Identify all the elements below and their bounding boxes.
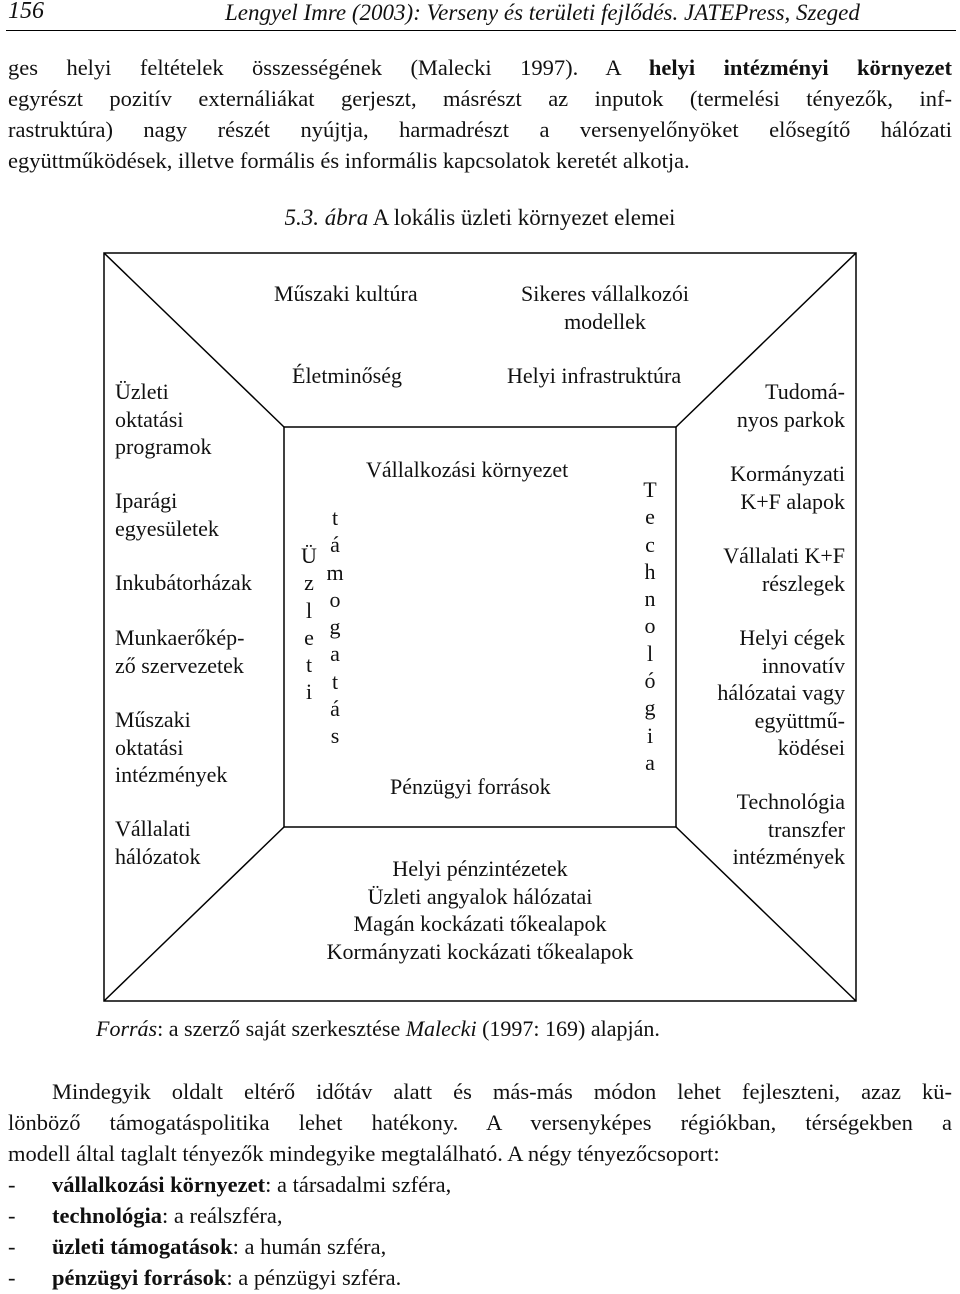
vertical-tamogatas-char: t bbox=[331, 505, 339, 530]
left-item-4-line-1: Munkaerőkép- bbox=[115, 625, 245, 650]
figure-source bbox=[96, 1016, 660, 1042]
right-item-5-line-1: Technológia bbox=[736, 789, 845, 814]
center-vallalkozasi-kornyezet: Vállalkozási környezet bbox=[366, 457, 569, 482]
source-author: Malecki bbox=[405, 1016, 477, 1041]
page-header bbox=[0, 0, 960, 30]
intro-line-2: egyrészt pozitív externáliákat gerjeszt, másrészt az inputok (termelési tényezők, inf- bbox=[8, 86, 952, 111]
bottom-item-2: Üzleti angyalok hálózatai bbox=[367, 883, 593, 909]
vertical-technologia-char: g bbox=[644, 695, 656, 721]
right-item-5-line-2: transzfer bbox=[768, 816, 845, 842]
right-item-technologia-transzfer bbox=[663, 788, 845, 871]
list-term: vállalkozási környezet bbox=[52, 1172, 266, 1197]
vertical-tamogatas bbox=[323, 504, 347, 750]
left-item-2-line-2: egyesületek bbox=[115, 515, 219, 541]
right-item-kormanyzati-kf bbox=[663, 460, 845, 515]
list-dash: - bbox=[8, 1234, 16, 1259]
right-item-3-line-1: Vállalati K+F bbox=[723, 543, 845, 568]
source-text-2: (1997: 169) alapján. bbox=[476, 1016, 660, 1041]
list-item bbox=[8, 1169, 451, 1200]
intro-line-1 bbox=[8, 52, 952, 83]
page-number: 156 bbox=[8, 0, 44, 24]
vertical-uzleti-char: t bbox=[305, 652, 313, 678]
list-item bbox=[8, 1231, 451, 1262]
list-desc: : a társadalmi szféra, bbox=[265, 1172, 452, 1197]
right-item-3-line-2: részlegek bbox=[761, 570, 845, 596]
label-sikeres-line-1: Sikeres vállalkozói bbox=[520, 281, 689, 306]
left-item-vallalati-halozatok bbox=[115, 815, 201, 870]
right-item-4-line-3: hálózatai vagy bbox=[717, 680, 845, 705]
body-paragraph bbox=[8, 1076, 952, 1169]
left-item-inkubator bbox=[115, 569, 252, 597]
source-label: Forrás bbox=[96, 1016, 158, 1041]
list-item bbox=[8, 1200, 451, 1231]
vertical-technologia-char: i bbox=[646, 722, 654, 748]
running-title: Lengyel Imre (2003): Verseny és területi fejlődés. JATEPress, Szeged bbox=[225, 0, 860, 25]
vertical-uzleti-char: z bbox=[304, 570, 314, 596]
vertical-technologia-char: h bbox=[644, 558, 656, 584]
left-item-3-line-1: Inkubátorházak bbox=[115, 570, 252, 595]
vertical-tamogatas-char: g bbox=[329, 614, 341, 640]
body-line-2: lönböző támogatáspolitika lehet hatékony. A versenyképes régiókban, térségekben a bbox=[8, 1110, 952, 1135]
intro-line-3: rastruktúra) nagy részét nyújtja, harmadrészt a versenyelőnyöket elősegítő hálózati bbox=[8, 117, 952, 142]
intro-line-4: együttműködések, illetve formális és informális kapcsolatok keretét alkotja. bbox=[8, 148, 690, 173]
vertical-technologia-char: a bbox=[645, 749, 655, 775]
figure-number: 5.3. ábra bbox=[284, 205, 369, 230]
left-item-5-line-1: Műszaki bbox=[115, 707, 191, 732]
list-desc: : a reálszféra, bbox=[162, 1203, 283, 1228]
left-item-5-line-3: intézmények bbox=[115, 762, 228, 787]
vertical-technologia-char: l bbox=[646, 640, 654, 666]
right-item-4-line-2: innovatív bbox=[761, 652, 845, 678]
left-item-iparagi bbox=[115, 487, 219, 542]
vertical-technologia-char: ó bbox=[644, 668, 656, 694]
vertical-uzleti-char: e bbox=[304, 624, 314, 650]
vertical-tamogatas-char: m bbox=[326, 559, 344, 585]
list-dash: - bbox=[8, 1203, 16, 1228]
bottom-item-4: Kormányzati kockázati tőkealapok bbox=[326, 938, 634, 964]
vertical-technologia-char: T bbox=[643, 477, 657, 502]
vertical-technologia-char: n bbox=[644, 586, 656, 612]
left-item-1-line-1: Üzleti bbox=[115, 379, 169, 404]
figure-title: A lokális üzleti környezet elemei bbox=[372, 205, 676, 230]
vertical-uzleti bbox=[297, 542, 321, 706]
left-item-4-line-2: ző szervezetek bbox=[115, 652, 244, 678]
right-item-1-line-2: nyos parkok bbox=[736, 406, 845, 432]
vertical-uzleti-char: Ü bbox=[301, 543, 317, 568]
vertical-tamogatas-char: a bbox=[330, 641, 340, 667]
center-penzugyi-forrasok: Pénzügyi források bbox=[390, 774, 551, 799]
label-eletminoseg: Életminőség bbox=[292, 363, 402, 388]
list-dash: - bbox=[8, 1265, 16, 1290]
right-item-helyi-cegek bbox=[663, 624, 845, 762]
list-desc: : a humán szféra, bbox=[232, 1234, 387, 1259]
factor-list bbox=[8, 1169, 451, 1293]
left-item-2-line-1: Iparági bbox=[115, 488, 178, 513]
bottom-item-1: Helyi pénzintézetek bbox=[392, 856, 568, 881]
right-item-4-line-5: ködései bbox=[777, 735, 845, 760]
list-desc: : a pénzügyi szféra. bbox=[226, 1265, 402, 1290]
right-item-5-line-3: intézmények bbox=[732, 844, 845, 869]
right-item-tudomanyos-parkok bbox=[663, 378, 845, 433]
left-item-1-line-3: programok bbox=[115, 434, 212, 459]
label-sikeres-line-2: modellek bbox=[564, 308, 646, 334]
header-rule bbox=[6, 30, 956, 31]
vertical-tamogatas-char: á bbox=[330, 532, 340, 558]
right-item-4-line-1: Helyi cégek bbox=[739, 625, 845, 650]
vertical-uzleti-char: i bbox=[305, 679, 313, 705]
figure-caption bbox=[0, 205, 960, 231]
bottom-item-3: Magán kockázati tőkealapok bbox=[353, 911, 607, 936]
vertical-technologia bbox=[638, 476, 662, 776]
left-item-6-line-2: hálózatok bbox=[115, 843, 201, 869]
left-item-muszaki-oktatasi bbox=[115, 706, 227, 789]
list-dash: - bbox=[8, 1172, 16, 1197]
bottom-items bbox=[280, 855, 680, 965]
vertical-tamogatas-char: t bbox=[331, 668, 339, 694]
left-item-uzleti-oktatasi bbox=[115, 378, 212, 461]
right-item-vallalati-kf bbox=[663, 542, 845, 597]
list-term: technológia bbox=[52, 1203, 162, 1228]
vertical-tamogatas-char: á bbox=[330, 696, 340, 722]
left-item-munkaero bbox=[115, 624, 245, 679]
right-item-1-line-1: Tudomá- bbox=[765, 379, 845, 404]
left-item-1-line-2: oktatási bbox=[115, 406, 184, 432]
business-environment-diagram bbox=[103, 252, 857, 1002]
left-item-6-line-1: Vállalati bbox=[115, 816, 191, 841]
right-item-2-line-2: K+F alapok bbox=[740, 488, 845, 514]
list-term: pénzügyi források bbox=[52, 1265, 227, 1290]
label-sikeres-vallalkozoi bbox=[505, 280, 705, 335]
body-line-3: modell által taglalt tényezők mindegyike megtalálható. A négy tényezőcsoport: bbox=[8, 1141, 720, 1166]
vertical-uzleti-char: l bbox=[305, 597, 313, 623]
intro-paragraph bbox=[8, 52, 952, 176]
label-helyi-infrastruktura: Helyi infrastruktúra bbox=[507, 363, 682, 388]
source-text-1: : a szerző saját szerkesztése bbox=[157, 1016, 406, 1041]
left-item-5-line-2: oktatási bbox=[115, 734, 184, 760]
body-line-1: Mindegyik oldalt eltérő időtáv alatt és más-más módon lehet fejleszteni, azaz kü- bbox=[52, 1079, 952, 1104]
right-item-2-line-1: Kormányzati bbox=[730, 461, 845, 486]
right-item-4-line-4: együttmű- bbox=[754, 707, 845, 733]
list-term: üzleti támogatások bbox=[52, 1234, 233, 1259]
intro-line-1-text: ges helyi feltételek összességének (Malecki 1997). A bbox=[8, 55, 649, 80]
label-muszaki-kultura: Műszaki kultúra bbox=[274, 281, 418, 306]
vertical-technologia-char: e bbox=[645, 504, 655, 530]
intro-bold-term: helyi intézményi környezet bbox=[648, 55, 952, 80]
vertical-technologia-char: o bbox=[644, 613, 656, 639]
vertical-tamogatas-char: s bbox=[330, 723, 340, 749]
vertical-technologia-char: c bbox=[645, 531, 655, 557]
list-item bbox=[8, 1262, 451, 1293]
vertical-tamogatas-char: o bbox=[329, 586, 341, 612]
